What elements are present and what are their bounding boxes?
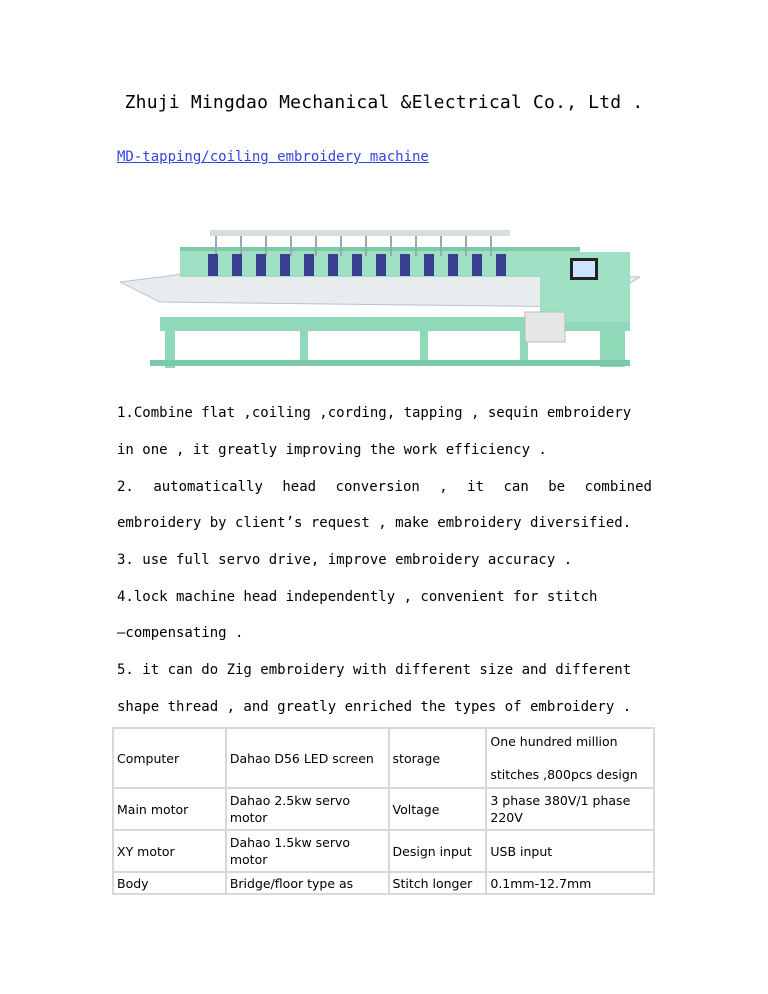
feature-word: , [439, 479, 448, 495]
table-row [113, 728, 654, 788]
table-row [113, 872, 654, 894]
spec-value [486, 728, 654, 788]
spec-value-line: One hundred million [490, 734, 618, 749]
spec-label: Design input [389, 830, 487, 872]
table-row [113, 830, 654, 872]
spec-value: USB input [486, 830, 654, 872]
spec-table [112, 727, 655, 895]
feature-word: be [548, 479, 566, 495]
spec-value: 3 phase 380V/1 phase 220V [486, 788, 654, 830]
spec-value: Dahao 2.5kw servo motor [226, 788, 389, 830]
feature-line-6: 4.lock machine head independently , convenient for stitch [117, 589, 598, 605]
product-link[interactable]: MD-tapping/coiling embroidery machine [117, 149, 429, 165]
feature-line-5: 3. use full servo drive, improve embroidery accuracy . [117, 552, 573, 568]
feature-line-7: –compensating . [117, 625, 244, 641]
feature-line-1: 1.Combine flat ,coiling ,cording, tapping , sequin embroidery [117, 405, 632, 421]
feature-word: it [467, 479, 485, 495]
company-title: Zhuji Mingdao Mechanical &Electrical Co., Ltd . [124, 92, 644, 113]
feature-word: combined [584, 479, 652, 495]
feature-word: head [282, 479, 317, 495]
spec-label: storage [389, 728, 487, 788]
spec-value: Bridge/floor type as [226, 872, 389, 894]
embroidery-machine-image [120, 222, 640, 372]
feature-line-9: shape thread , and greatly enriched the types of embroidery . [117, 699, 632, 715]
feature-line-8: 5. it can do Zig embroidery with different size and different [117, 662, 632, 678]
feature-word: automatically [153, 479, 263, 495]
feature-line-4: embroidery by client’s request , make embroidery diversified. [117, 515, 632, 531]
spec-value: 0.1mm-12.7mm [486, 872, 654, 894]
spec-label: Stitch longer [389, 872, 487, 894]
spec-label: XY motor [113, 830, 226, 872]
feature-word: conversion [335, 479, 420, 495]
feature-line-2: in one , it greatly improving the work efficiency . [117, 442, 547, 458]
spec-value: Dahao D56 LED screen [226, 728, 389, 788]
spec-value-line: stitches ,800pcs design [490, 767, 638, 782]
spec-label: Voltage [389, 788, 487, 830]
feature-word: 2. [117, 479, 134, 495]
feature-line-3 [117, 480, 652, 494]
spec-value: Dahao 1.5kw servo motor [226, 830, 389, 872]
spec-label: Body [113, 872, 226, 894]
table-row [113, 788, 654, 830]
spec-label: Main motor [113, 788, 226, 830]
spec-label: Computer [113, 728, 226, 788]
feature-word: can [503, 479, 529, 495]
